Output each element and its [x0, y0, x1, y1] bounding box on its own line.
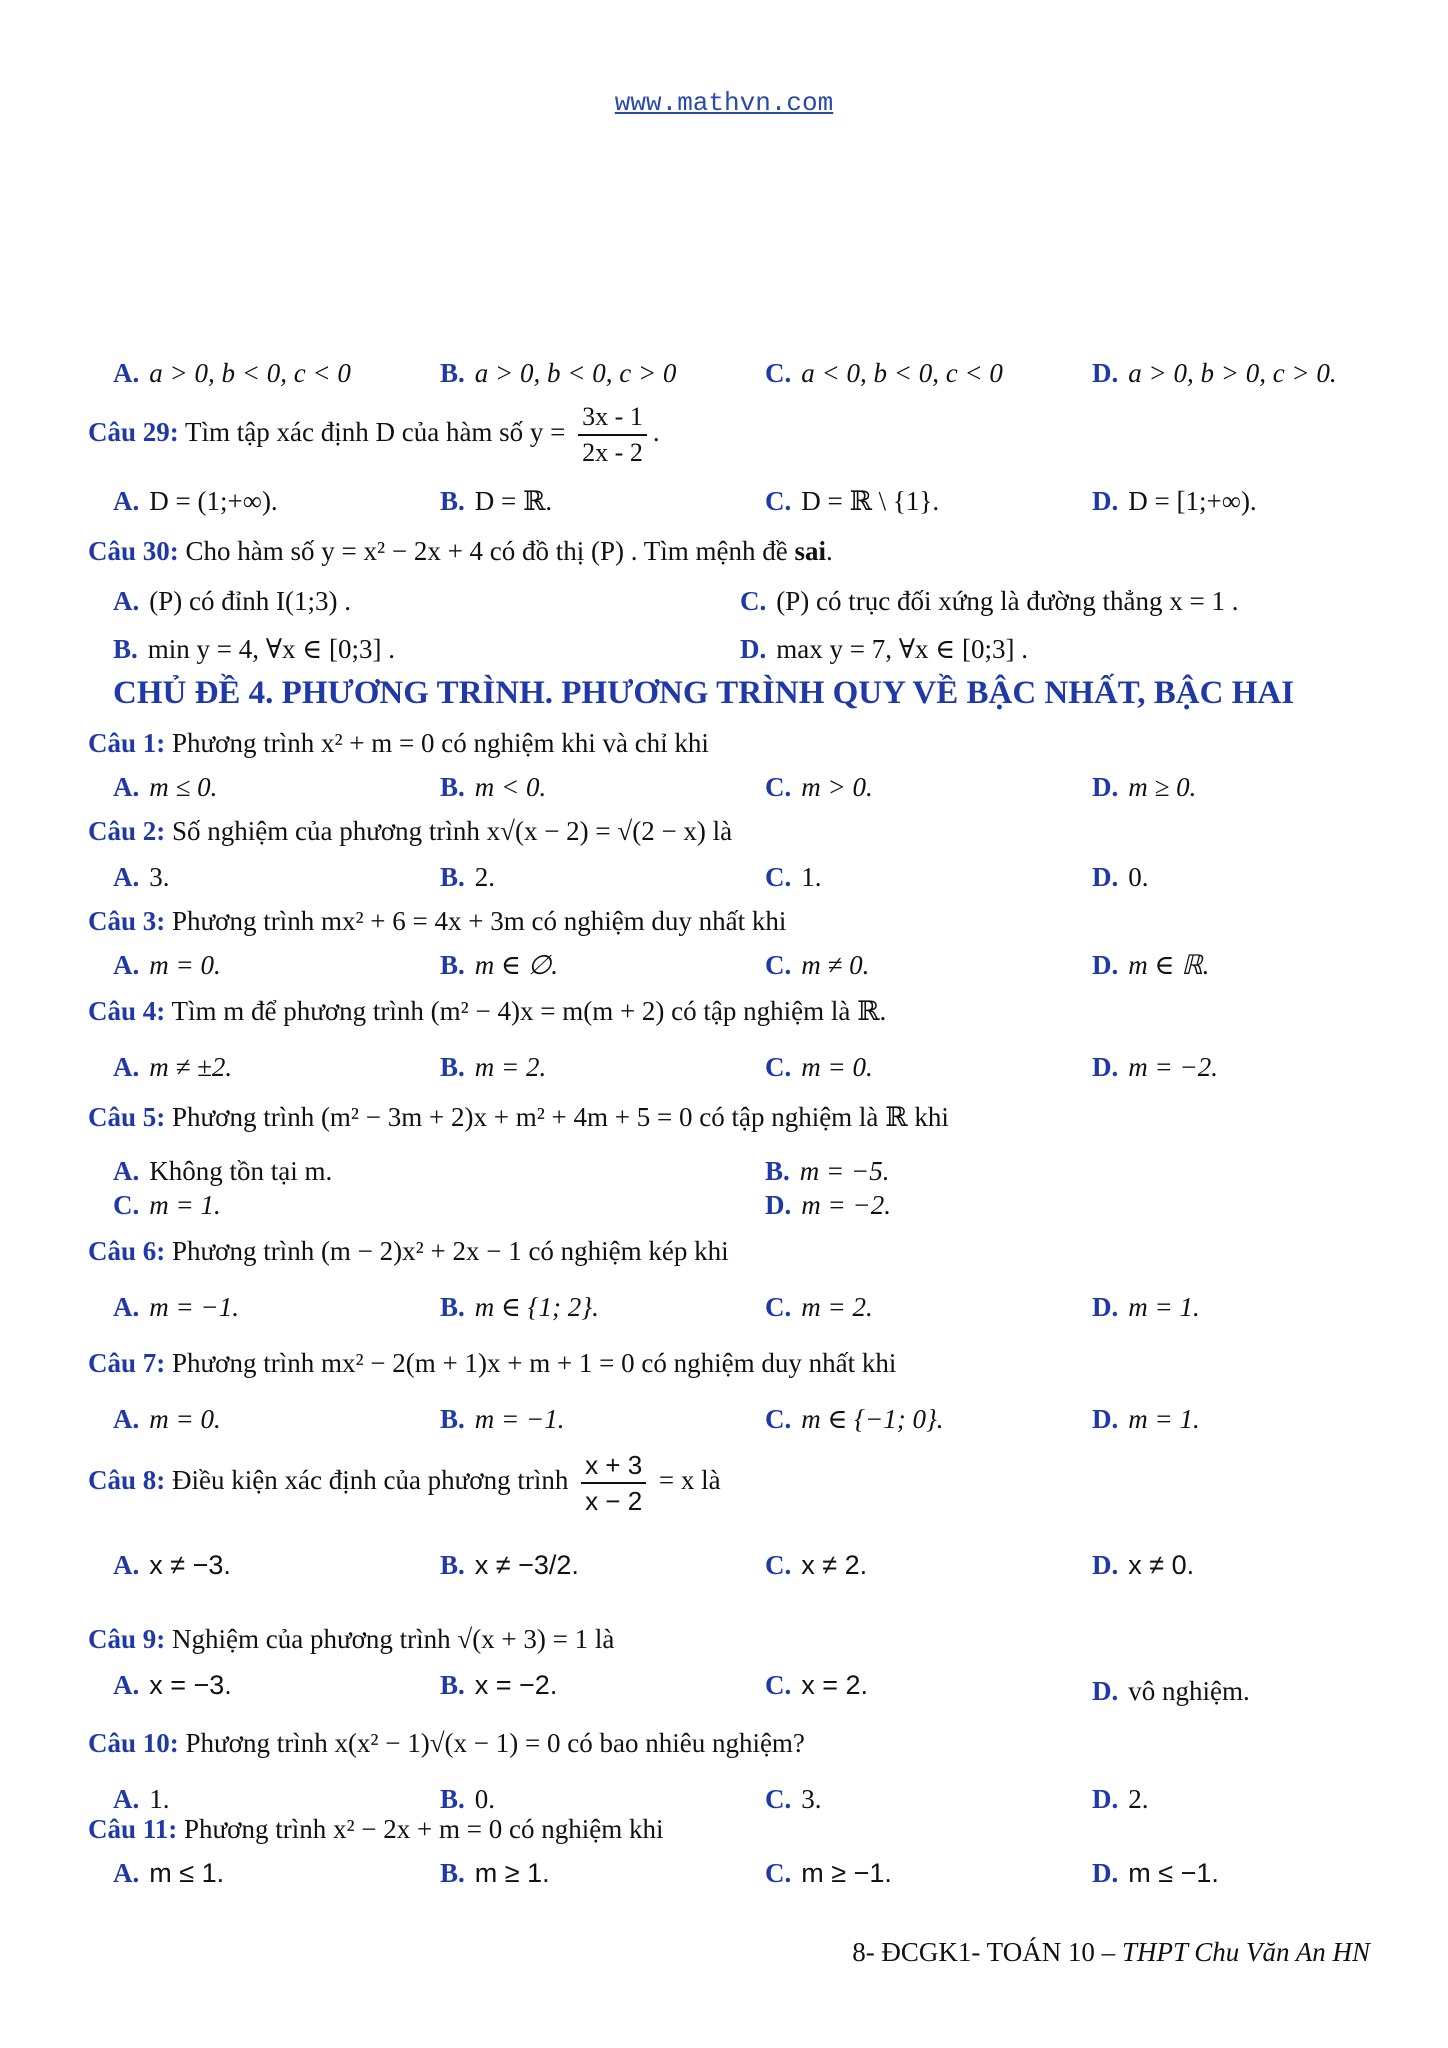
q1-option-a: A. m ≤ 0. [113, 772, 218, 802]
q4-option-c: C. m = 0. [765, 1052, 873, 1082]
q2-option-d: D. 0. [1092, 862, 1149, 892]
q7-stem: Câu 7: Phương trình mx² − 2(m + 1)x + m + 1 = 0 có nghiệm duy nhất khi [88, 1348, 897, 1378]
q1-option-c: C. m > 0. [765, 772, 873, 802]
q2-option-a: A. 3. [113, 862, 170, 892]
q28-option-d: D. a > 0, b > 0, c > 0. [1092, 358, 1337, 388]
q3-option-b: B. m ∈ ∅. [440, 950, 559, 980]
q6-option-b: B. m ∈ {1; 2}. [440, 1292, 599, 1322]
q4-option-a: A. m ≠ ±2. [113, 1052, 233, 1082]
q6-stem: Câu 6: Phương trình (m − 2)x² + 2x − 1 có nghiệm kép khi [88, 1236, 729, 1266]
q3-option-c: C. m ≠ 0. [765, 950, 870, 980]
q28-option-a: A. a > 0, b < 0, c < 0 [113, 358, 351, 388]
q5-option-a: A. Không tồn tại m. [113, 1156, 333, 1186]
q10-option-d: D. 2. [1092, 1784, 1149, 1814]
q8-option-c: C. x ≠ 2. [765, 1550, 868, 1580]
q10-option-a: A. 1. [113, 1784, 170, 1814]
q5-option-b: B. m = −5. [765, 1156, 890, 1186]
q6-option-d: D. m = 1. [1092, 1292, 1200, 1322]
q7-option-b: B. m = −1. [440, 1404, 565, 1434]
q30-option-b: B. min y = 4, ∀x ∈ [0;3] . [113, 634, 396, 664]
q11-option-c: C. m ≥ −1. [765, 1858, 892, 1888]
q30-stem: Câu 30: Cho hàm số y = x² − 2x + 4 có đồ thị (P) . Tìm mệnh đề sai. [88, 536, 833, 566]
q30-option-c: C. (P) có trục đối xứng là đường thẳng x = 1 . [740, 586, 1239, 616]
q28-option-b: B. a > 0, b < 0, c > 0 [440, 358, 677, 388]
q1-option-d: D. m ≥ 0. [1092, 772, 1197, 802]
header-url[interactable] [0, 88, 1448, 118]
q29-option-c: C. D = ℝ \ {1}. [765, 486, 940, 516]
footer-right: THPT Chu Văn An HN [1121, 1937, 1370, 1967]
q11-option-b: B. m ≥ 1. [440, 1858, 550, 1888]
q29-fraction: $\frac{3x - 1}{2x - 2}$ [578, 404, 647, 466]
q3-option-d: D. m ∈ ℝ. [1092, 950, 1210, 980]
q30-option-a: A. (P) có đỉnh I(1;3) . [113, 586, 351, 616]
q3-option-a: A. m = 0. [113, 950, 221, 980]
q5-option-c: C. m = 1. [113, 1190, 221, 1220]
footer-left: 8- ĐCGK1- TOÁN 10 – [852, 1937, 1122, 1967]
q4-option-d: D. m = −2. [1092, 1052, 1218, 1082]
q2-option-c: C. 1. [765, 862, 822, 892]
section-title: CHỦ ĐỀ 4. PHƯƠNG TRÌNH. PHƯƠNG TRÌNH QUY VỀ BẬC NHẤT, BẬC HAI [113, 675, 1295, 711]
q1-option-b: B. m < 0. [440, 772, 547, 802]
q9-option-a: A. x = −3. [113, 1670, 232, 1700]
q8-option-b: B. x ≠ −3/2. [440, 1550, 579, 1580]
q8-stem: Câu 8: Điều kiện xác định của phương trình $\frac{x + 3}{x - 2}$ = x là [88, 1450, 721, 1516]
q9-option-c: C. x = 2. [765, 1670, 869, 1700]
q11-option-d: D. m ≤ −1. [1092, 1858, 1219, 1888]
q2-option-b: B. 2. [440, 862, 496, 892]
page-footer [852, 1937, 1370, 1968]
q9-option-d: D. vô nghiệm. [1092, 1676, 1250, 1706]
q11-option-a: A. m ≤ 1. [113, 1858, 225, 1888]
q1-stem: Câu 1: Phương trình x² + m = 0 có nghiệm khi và chỉ khi [88, 728, 709, 758]
q8-option-d: D. x ≠ 0. [1092, 1550, 1195, 1580]
url-link[interactable]: www.mathvn.com [614, 88, 834, 118]
q30-option-d: D. max y = 7, ∀x ∈ [0;3] . [740, 634, 1028, 664]
q8-option-a: A. x ≠ −3. [113, 1550, 231, 1580]
q6-option-c: C. m = 2. [765, 1292, 873, 1322]
q5-stem: Câu 5: Phương trình (m² − 3m + 2)x + m² + 4m + 5 = 0 có tập nghiệm là ℝ khi [88, 1102, 949, 1132]
q29-option-b: B. D = ℝ. [440, 486, 553, 516]
q11-stem: Câu 11: Phương trình x² − 2x + m = 0 có nghiệm khi [88, 1814, 664, 1844]
q6-option-a: A. m = −1. [113, 1292, 239, 1322]
q28-option-c: C. a < 0, b < 0, c < 0 [765, 358, 1003, 388]
q9-option-b: B. x = −2. [440, 1670, 558, 1700]
q3-stem: Câu 3: Phương trình mx² + 6 = 4x + 3m có nghiệm duy nhất khi [88, 906, 787, 936]
q2-stem: Câu 2: Số nghiệm của phương trình x√(x − 2) = √(2 − x) là [88, 816, 733, 846]
q7-option-d: D. m = 1. [1092, 1404, 1200, 1434]
q7-option-c: C. m ∈ {−1; 0}. [765, 1404, 944, 1434]
q5-option-d: D. m = −2. [765, 1190, 891, 1220]
q7-option-a: A. m = 0. [113, 1404, 221, 1434]
q29-option-a: A. D = (1;+∞). [113, 486, 278, 516]
q29-stem: Câu 29: Tìm tập xác định D của hàm số y = $\frac{3x - 1}{2x - 2}$ . [88, 402, 660, 467]
q4-option-b: B. m = 2. [440, 1052, 547, 1082]
q9-stem: Câu 9: Nghiệm của phương trình √(x + 3) = 1 là [88, 1624, 615, 1654]
q10-stem: Câu 10: Phương trình x(x² − 1)√(x − 1) = 0 có bao nhiêu nghiệm? [88, 1728, 805, 1758]
q10-option-c: C. 3. [765, 1784, 822, 1814]
q29-option-d: D. D = [1;+∞). [1092, 486, 1257, 516]
q4-stem: Câu 4: Tìm m để phương trình (m² − 4)x = m(m + 2) có tập nghiệm là ℝ. [88, 996, 887, 1026]
q10-option-b: B. 0. [440, 1784, 496, 1814]
q8-fraction: $\frac{x + 3}{x - 2}$ [581, 1452, 646, 1514]
